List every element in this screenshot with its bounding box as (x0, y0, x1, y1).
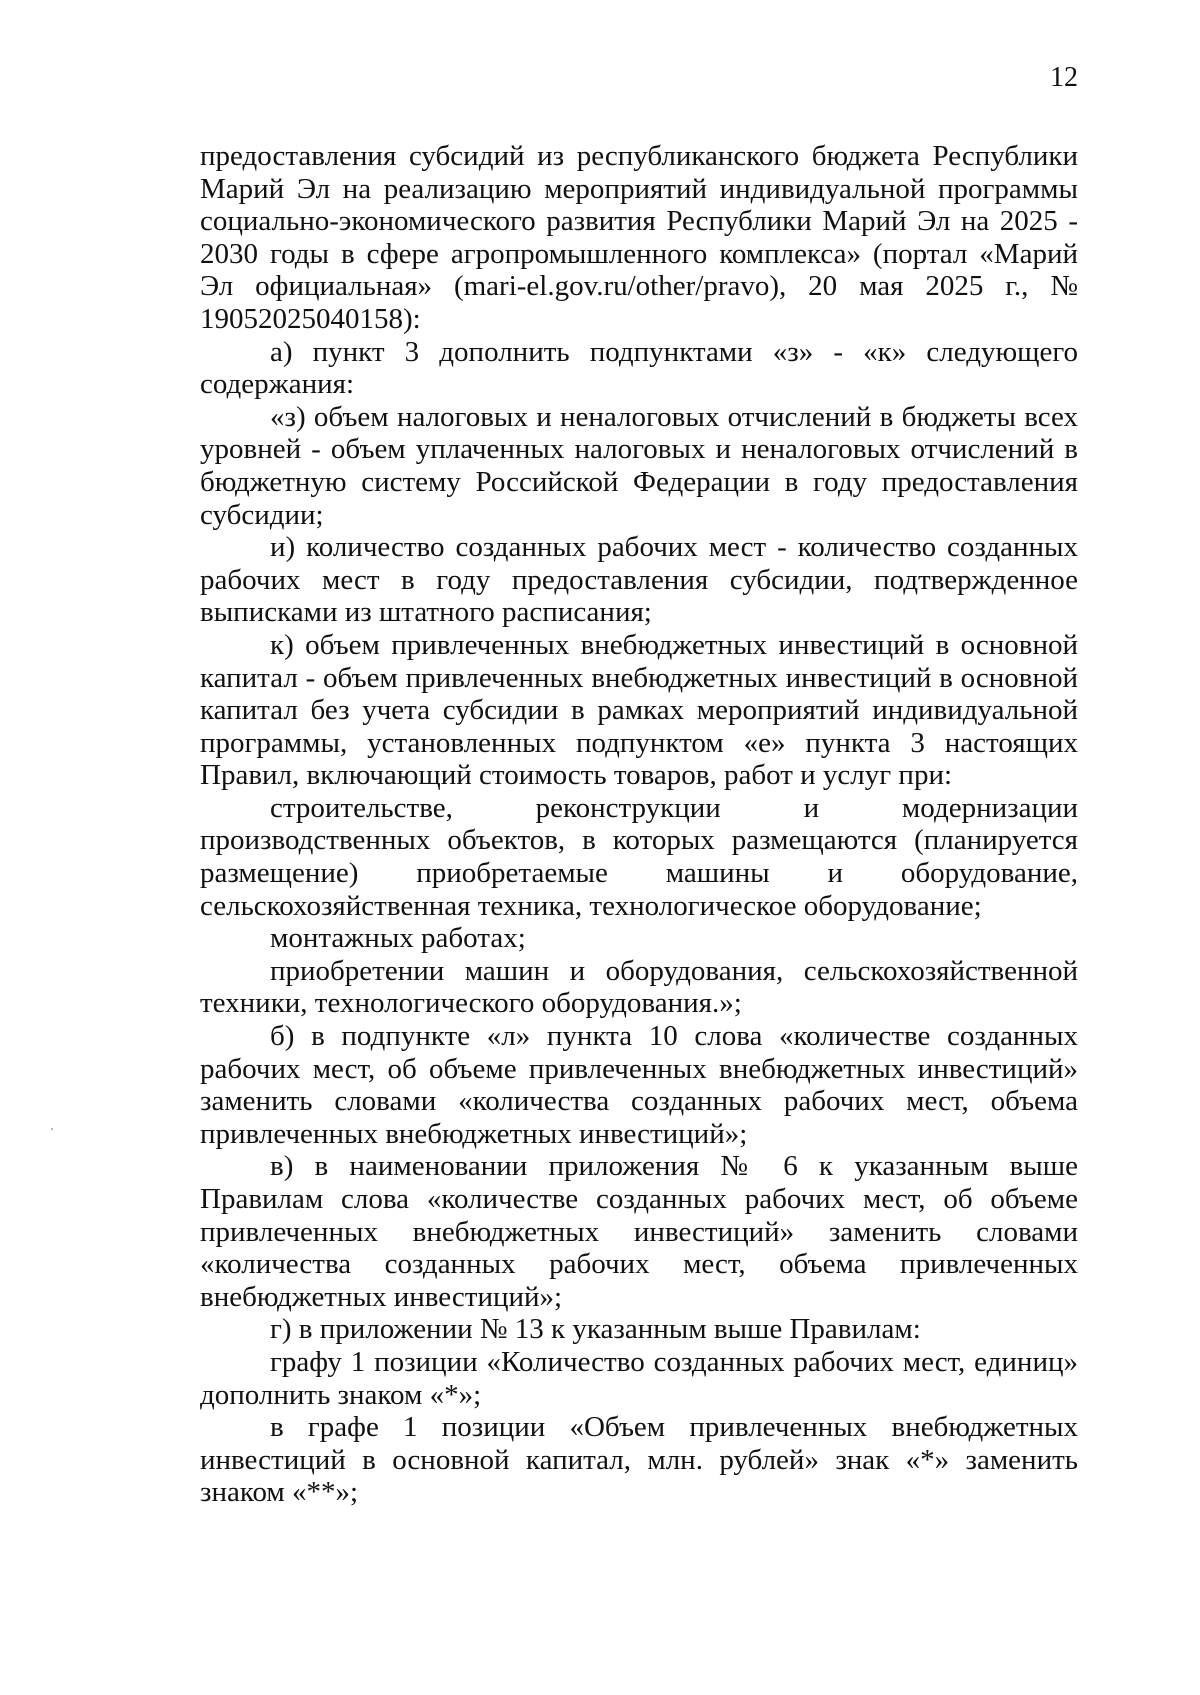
paragraph-acquisition: приобретении машин и оборудования, сельскохозяйственной техники, технологического оборудования.»; (200, 954, 1078, 1020)
paragraph-item-v: в) в наименовании приложения № 6 к указанным выше Правилам слова «количестве созданных рабочих мест, об объеме привлеченных внебюджетных инвестиций» заменить словами «количества созданных рабочих мест, объема привлеченных внебюджетных инвестиций»; (200, 1150, 1078, 1313)
paragraph-continuation: предоставления субсидий из республиканского бюджета Республики Марий Эл на реализацию мероприятий индивидуальной программы социально-экономического развития Республики Марий Эл на 2025 - 2030 годы в сфере агропромышленного комплекса» (портал «Марий Эл официальная» (mari-el.gov.ru/other/pravo), 20 мая 2025 г., № 19052025040158): (200, 140, 1078, 335)
paragraph-subitem-z: «з) объем налоговых и неналоговых отчислений в бюджеты всех уровней - объем уплаченных налоговых и неналоговых отчислений в бюджетную систему Российской Федерации в году предоставления субсидии; (200, 400, 1078, 531)
paragraph-item-g: г) в приложении № 13 к указанным выше Правилам: (270, 1313, 921, 1346)
paragraph-construction: строительстве, реконструкции и модернизации производственных объектов, в которых размещаются (планируется размещение) приобретаемые машины и оборудование, сельскохозяйственная техника, технологическое оборудование; (200, 791, 1078, 922)
paragraph-installation: монтажных работах; (270, 922, 526, 955)
document-body (200, 140, 1078, 1509)
page-number: 12 (1050, 62, 1078, 93)
scan-speck (51, 1128, 53, 1130)
paragraph-subitem-i: и) количество созданных рабочих мест - количество созданных рабочих мест в году предоставления субсидии, подтвержденное выписками из штатного расписания; (200, 531, 1078, 629)
paragraph-column-1-investments: в графе 1 позиции «Объем привлеченных внебюджетных инвестиций в основной капитал, млн. рублей» знак «*» заменить знаком «**»; (200, 1411, 1078, 1509)
paragraph-subitem-k: к) объем привлеченных внебюджетных инвестиций в основной капитал - объем привлеченных внебюджетных инвестиций в основной капитал без учета субсидии в рамках мероприятий индивидуальной программы, установленных подпунктом «е» пункта 3 настоящих Правил, включающий стоимость товаров, работ и услуг при: (200, 628, 1078, 792)
paragraph-item-a: а) пункт 3 дополнить подпунктами «з» - «к» следующего содержания: (200, 335, 1078, 401)
paragraph-item-b: б) в подпункте «л» пункта 10 слова «количестве созданных рабочих мест, об объеме привлеченных внебюджетных инвестиций» заменить словами «количества созданных рабочих мест, объема привлеченных внебюджетных инвестиций»; (200, 1020, 1078, 1150)
paragraph-column-1-jobs: графу 1 позиции «Количество созданных рабочих мест, единиц» дополнить знаком «*»; (200, 1345, 1078, 1411)
